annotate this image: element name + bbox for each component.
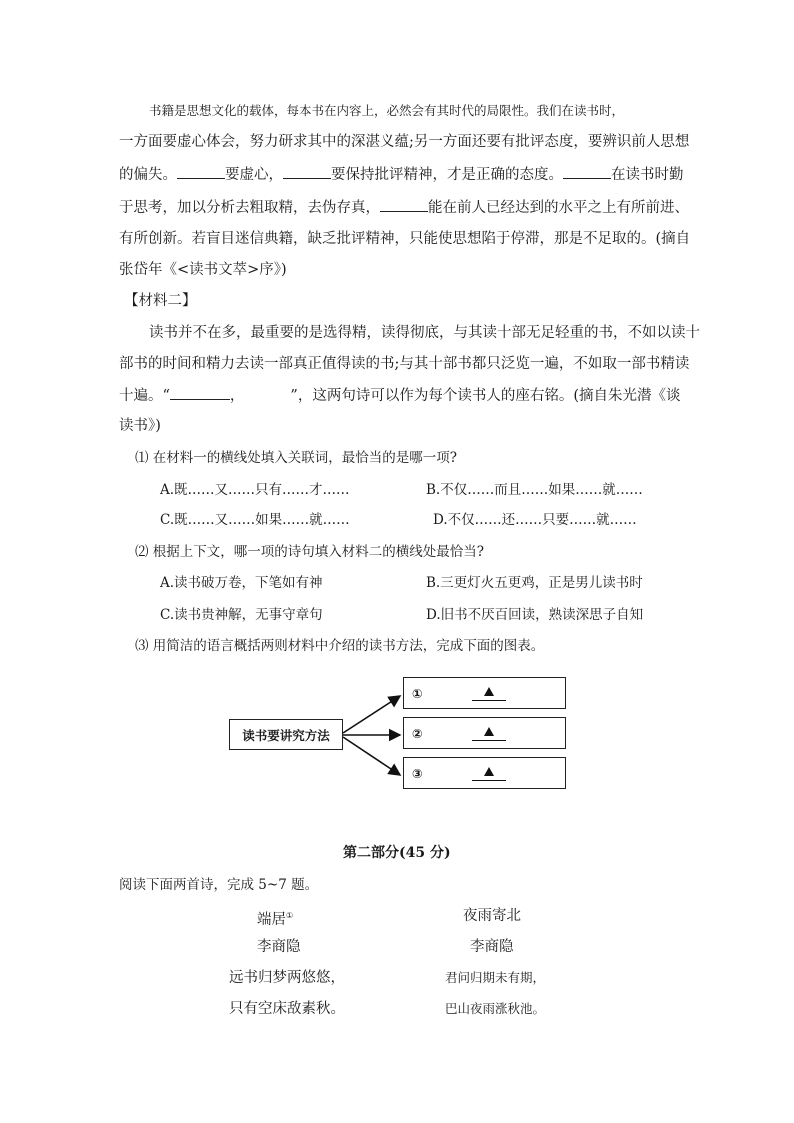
blank-1	[177, 164, 225, 179]
diagram-target-1[interactable]	[403, 677, 566, 709]
material2-line3-b: ，	[229, 388, 245, 404]
method-diagram	[229, 676, 569, 792]
material1-line4	[119, 197, 689, 218]
q1-option-c[interactable]: C.既……又……如果……就……	[160, 512, 350, 528]
triangle-icon	[484, 727, 494, 736]
poem-left-title	[257, 906, 293, 930]
q1-option-a[interactable]: A.既……又……只有……才……	[160, 482, 350, 498]
arrow-to-3	[343, 737, 400, 775]
q2-option-a[interactable]: A.读书破万卷，下笔如有神	[160, 575, 323, 591]
q1-option-b[interactable]: B.不仅……而且……如果……就……	[426, 482, 643, 498]
material1-line3	[119, 164, 684, 185]
material2-line3	[119, 385, 681, 406]
answer-slot-3[interactable]	[472, 764, 506, 781]
material1-line6: 张岱年《<读书文萃>序》)	[119, 262, 287, 278]
part2-heading: 第二部分(45 分)	[343, 845, 451, 861]
poem-right-line2: 巴山夜雨涨秋池。	[445, 1001, 546, 1016]
answer-slot-2[interactable]	[472, 724, 506, 741]
poem-left-line2: 只有空床敌素秋。	[229, 1001, 345, 1017]
poem-left-line1: 远书归梦两悠悠，	[229, 970, 345, 986]
material2-line3-c: ”，这两句诗可以作为每个读书人的座右铭。(摘自朱光潜《谈	[290, 388, 681, 404]
poem-right-author: 李商隐	[470, 939, 514, 955]
q2-stem: ⑵ 根据上下文，哪一项的诗句填入材料二的横线处最恰当?	[135, 544, 485, 560]
diagram-target-3[interactable]	[403, 757, 566, 789]
material1-line3-a: 的偏失。	[119, 167, 177, 183]
triangle-icon	[484, 687, 494, 696]
poem-left-title-text: 端居	[257, 911, 286, 928]
blank-2	[283, 164, 331, 179]
part2-instruction: 阅读下面两首诗，完成 5~7 题。	[119, 877, 319, 893]
material1-line4-a: 于思考，加以分析去粗取精，去伪存真，	[119, 200, 380, 216]
target-3-label: ③	[412, 765, 423, 781]
q2-option-c[interactable]: C.读书贵神解，无事守章句	[160, 607, 323, 623]
material1-line5: 有所创新。若盲目迷信典籍，缺乏批评精神，只能使思想陷于停滞，那是不足取的。(摘自	[119, 231, 691, 247]
answer-slot-1[interactable]	[472, 684, 506, 701]
blank-3	[563, 164, 611, 179]
material2-line2: 部书的时间和精力去读一部真正值得读的书;与其十部书都只泛览一遍，不如取一部书精读	[119, 356, 690, 372]
material1-line4-b: 能在前人已经达到的水平之上有所前进、	[428, 200, 689, 216]
material1-line1: 书籍是思想文化的载体，每本书在内容上，必然会有其时代的局限性。我们在读书时，	[149, 103, 625, 118]
target-2-label: ②	[412, 725, 423, 741]
footnote-marker: ①	[286, 911, 294, 920]
material2-line1: 读书并不在多，最重要的是选得精，读得彻底，与其读十部无足轻重的书，不如以读十	[149, 325, 700, 341]
diagram-source-label: 读书要讲究方法	[242, 727, 330, 743]
material1-line3-b: 要虚心，	[225, 167, 283, 183]
material2-heading: 【材料二】	[124, 293, 197, 309]
poem-right-title: 夜雨寄北	[463, 908, 521, 924]
q2-option-d[interactable]: D.旧书不厌百回读，熟读深思子自知	[426, 607, 644, 623]
blank-4	[380, 197, 428, 212]
material1-line3-c: 要保持批评精神，才是正确的态度。	[331, 167, 563, 183]
material2-line3-a: 十遍。“	[119, 388, 170, 404]
q1-stem: ⑴ 在材料一的横线处填入关联词，最恰当的是哪一项?	[135, 450, 458, 466]
target-1-label: ①	[412, 685, 423, 701]
arrow-to-1	[343, 696, 400, 733]
diagram-target-2[interactable]	[403, 717, 566, 749]
blank-5	[170, 385, 230, 400]
material1-line3-d: 在读书时勤	[611, 167, 684, 183]
material1-line2: 一方面要虚心体会，努力研求其中的深湛义蕴;另一方面还要有批评态度，要辨识前人思想	[119, 134, 690, 150]
q2-option-b[interactable]: B.三更灯火五更鸡，正是男儿读书时	[426, 575, 643, 591]
q3-stem: ⑶ 用简洁的语言概括两则材料中介绍的读书方法，完成下面的图表。	[135, 638, 545, 654]
poem-left-author: 李商隐	[257, 939, 301, 955]
q1-option-d[interactable]: D.不仅……还……只要……就……	[433, 512, 637, 528]
poem-right-line1: 君问归期未有期，	[445, 970, 546, 985]
material2-line4: 读书》)	[119, 418, 161, 434]
triangle-icon	[484, 767, 494, 776]
diagram-source-box	[229, 719, 343, 750]
